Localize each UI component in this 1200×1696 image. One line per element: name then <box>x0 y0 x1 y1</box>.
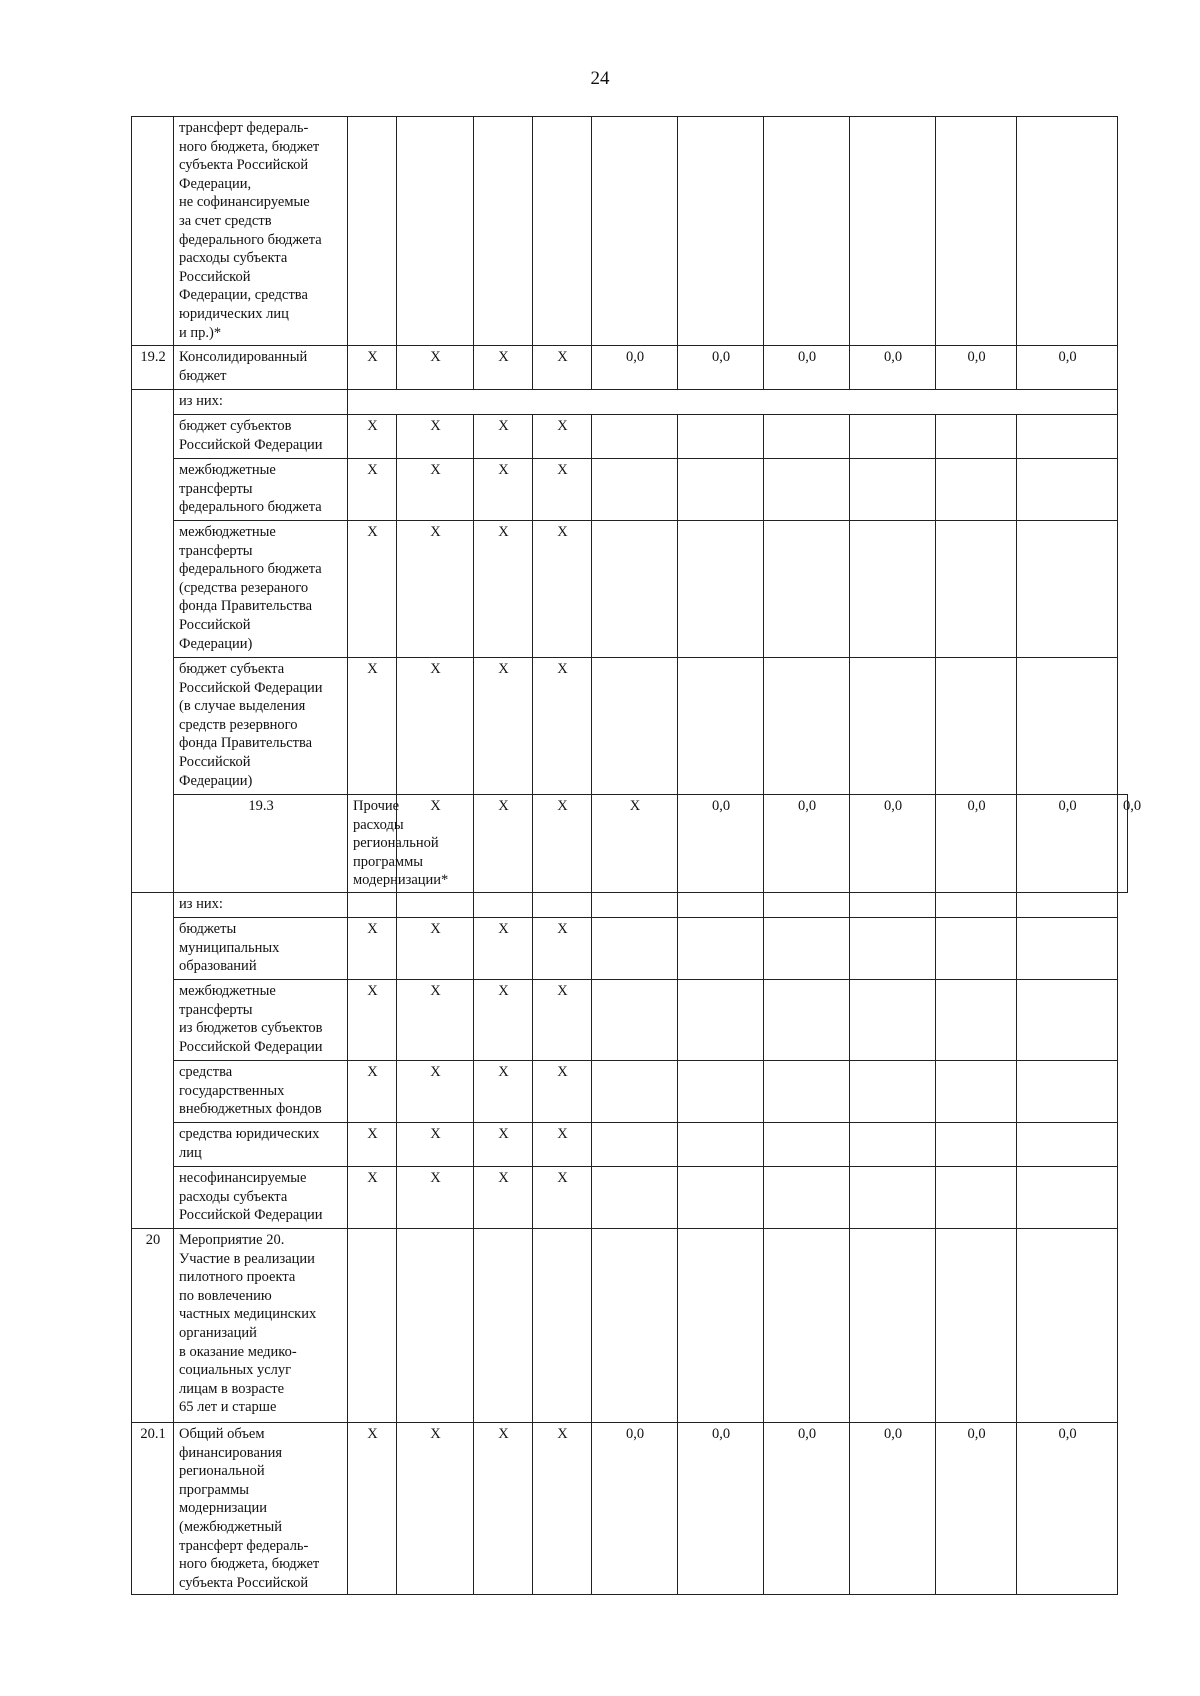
mark-cell: X <box>397 658 474 795</box>
mark-cell: X <box>474 1166 533 1228</box>
mark-cell: X <box>348 1166 397 1228</box>
table-row <box>132 658 1128 795</box>
mark-cell: X <box>533 1122 592 1166</box>
value-cell: 0,0 <box>936 346 1017 390</box>
table-row <box>132 459 1128 521</box>
table-row <box>132 1060 1128 1122</box>
row-label-cell: бюджеты муниципальных образований <box>174 917 348 979</box>
mark-cell: X <box>348 658 397 795</box>
mark-cell: X <box>474 1060 533 1122</box>
row-label-cell: Консолидированный бюджет <box>174 346 348 390</box>
mark-cell: X <box>348 1422 397 1594</box>
mark-cell: X <box>533 1422 592 1594</box>
financing-table <box>131 116 1142 1595</box>
table-row <box>132 1166 1128 1228</box>
row-label-cell: трансферт федераль- ного бюджета, бюджет субъекта Российской Федерации, не софинансируемые за счет средств федерального бюджета расходы субъекта Российской Федерации, средства юридических лиц и пр.)* <box>174 117 348 346</box>
mark-cell: X <box>474 795 533 893</box>
mark-cell: X <box>533 917 592 979</box>
value-cell: 0,0 <box>850 1422 936 1594</box>
table-row <box>132 415 1128 459</box>
row-label-cell: средства государственных внебюджетных фондов <box>174 1060 348 1122</box>
table-row <box>132 1422 1128 1594</box>
value-cell: 0,0 <box>1017 1422 1118 1594</box>
row-label-cell: несофинансируемые расходы субъекта Российской Федерации <box>174 1166 348 1228</box>
table-row <box>132 979 1128 1060</box>
mark-cell: X <box>533 1166 592 1228</box>
mark-cell: X <box>397 415 474 459</box>
table-row <box>132 1228 1128 1422</box>
mark-cell: X <box>348 346 397 390</box>
table-row <box>132 390 1128 415</box>
value-cell: 0,0 <box>764 795 850 893</box>
mark-cell: X <box>474 1122 533 1166</box>
mark-cell: X <box>533 415 592 459</box>
mark-cell: X <box>348 415 397 459</box>
row-label-cell: бюджет субъекта Российской Федерации (в случае выделения средств резервного фонда Правительства Российской Федерации) <box>174 658 348 795</box>
row-number-cell: 20.1 <box>132 1422 174 1594</box>
row-label-cell: Прочие расходы региональной программы модернизации* <box>348 795 397 893</box>
table-row <box>132 521 1128 658</box>
row-number-cell <box>132 117 174 346</box>
mark-cell: X <box>397 1122 474 1166</box>
mark-cell: X <box>474 521 533 658</box>
mark-cell: X <box>397 459 474 521</box>
value-cell: 0,0 <box>678 346 764 390</box>
value-cell: 0,0 <box>764 1422 850 1594</box>
value-cell: 0,0 <box>1017 795 1118 893</box>
row-label-cell: межбюджетные трансферты федерального бюджета <box>174 459 348 521</box>
table-row <box>132 117 1128 346</box>
mark-cell: X <box>474 459 533 521</box>
mark-cell: X <box>397 795 474 893</box>
row-label-cell: Мероприятие 20. Участие в реализации пилотного проекта по вовлечению частных медицинских организаций в оказание медико- социальных услуг лицам в возрасте 65 лет и старше <box>174 1228 348 1422</box>
mark-cell: X <box>533 346 592 390</box>
table-row <box>132 1122 1128 1166</box>
value-cell: 0,0 <box>592 1422 678 1594</box>
table-row <box>132 795 1128 893</box>
row-label-cell: бюджет субъектов Российской Федерации <box>174 415 348 459</box>
row-label-cell: из них: <box>174 390 348 415</box>
value-cell: 0,0 <box>936 1422 1017 1594</box>
row-number-cell <box>132 892 174 1228</box>
mark-cell: X <box>348 917 397 979</box>
page-number: 24 <box>590 68 610 89</box>
mark-cell: X <box>533 658 592 795</box>
value-cell: 0,0 <box>678 795 764 893</box>
row-number-cell: 20 <box>132 1228 174 1422</box>
mark-cell: X <box>474 979 533 1060</box>
mark-cell: X <box>474 658 533 795</box>
value-cell: 0,0 <box>678 1422 764 1594</box>
row-label-cell: межбюджетные трансферты федерального бюджета (средства резераного фонда Правительства Российской Федерации) <box>174 521 348 658</box>
mark-cell: X <box>533 795 592 893</box>
mark-cell: X <box>348 521 397 658</box>
row-label-cell: межбюджетные трансферты из бюджетов субъектов Российской Федерации <box>174 979 348 1060</box>
mark-cell: X <box>474 917 533 979</box>
row-label-cell: Общий объем финансирования региональной программы модернизации (межбюджетный трансферт федераль- ного бюджета, бюджет субъекта Российской <box>174 1422 348 1594</box>
value-cell: 0,0 <box>1017 346 1118 390</box>
mark-cell: X <box>348 1060 397 1122</box>
mark-cell: X <box>474 1422 533 1594</box>
value-cell: 0,0 <box>1118 795 1128 893</box>
mark-cell: X <box>474 346 533 390</box>
mark-cell: X <box>474 415 533 459</box>
row-label-cell: из них: <box>174 892 348 917</box>
mark-cell: X <box>533 521 592 658</box>
mark-cell: X <box>533 979 592 1060</box>
table-row <box>132 917 1128 979</box>
mark-cell: X <box>397 1166 474 1228</box>
mark-cell: X <box>348 459 397 521</box>
mark-cell: X <box>533 459 592 521</box>
mark-cell: X <box>397 979 474 1060</box>
mark-cell: X <box>397 1422 474 1594</box>
table-row <box>132 346 1128 390</box>
row-number-cell <box>132 390 174 893</box>
mark-cell: X <box>348 1122 397 1166</box>
value-cell: 0,0 <box>764 346 850 390</box>
row-number-cell: 19.3 <box>174 795 348 893</box>
mark-cell: X <box>397 346 474 390</box>
row-label-cell: средства юридических лиц <box>174 1122 348 1166</box>
value-cell: 0,0 <box>850 346 936 390</box>
mark-cell: X <box>397 917 474 979</box>
mark-cell: X <box>397 1060 474 1122</box>
mark-cell: X <box>592 795 678 893</box>
mark-cell: X <box>533 1060 592 1122</box>
value-cell: 0,0 <box>592 346 678 390</box>
mark-cell: X <box>348 979 397 1060</box>
value-cell: 0,0 <box>936 795 1017 893</box>
table-row <box>132 892 1128 917</box>
value-cell: 0,0 <box>850 795 936 893</box>
mark-cell: X <box>397 521 474 658</box>
row-number-cell: 19.2 <box>132 346 174 390</box>
